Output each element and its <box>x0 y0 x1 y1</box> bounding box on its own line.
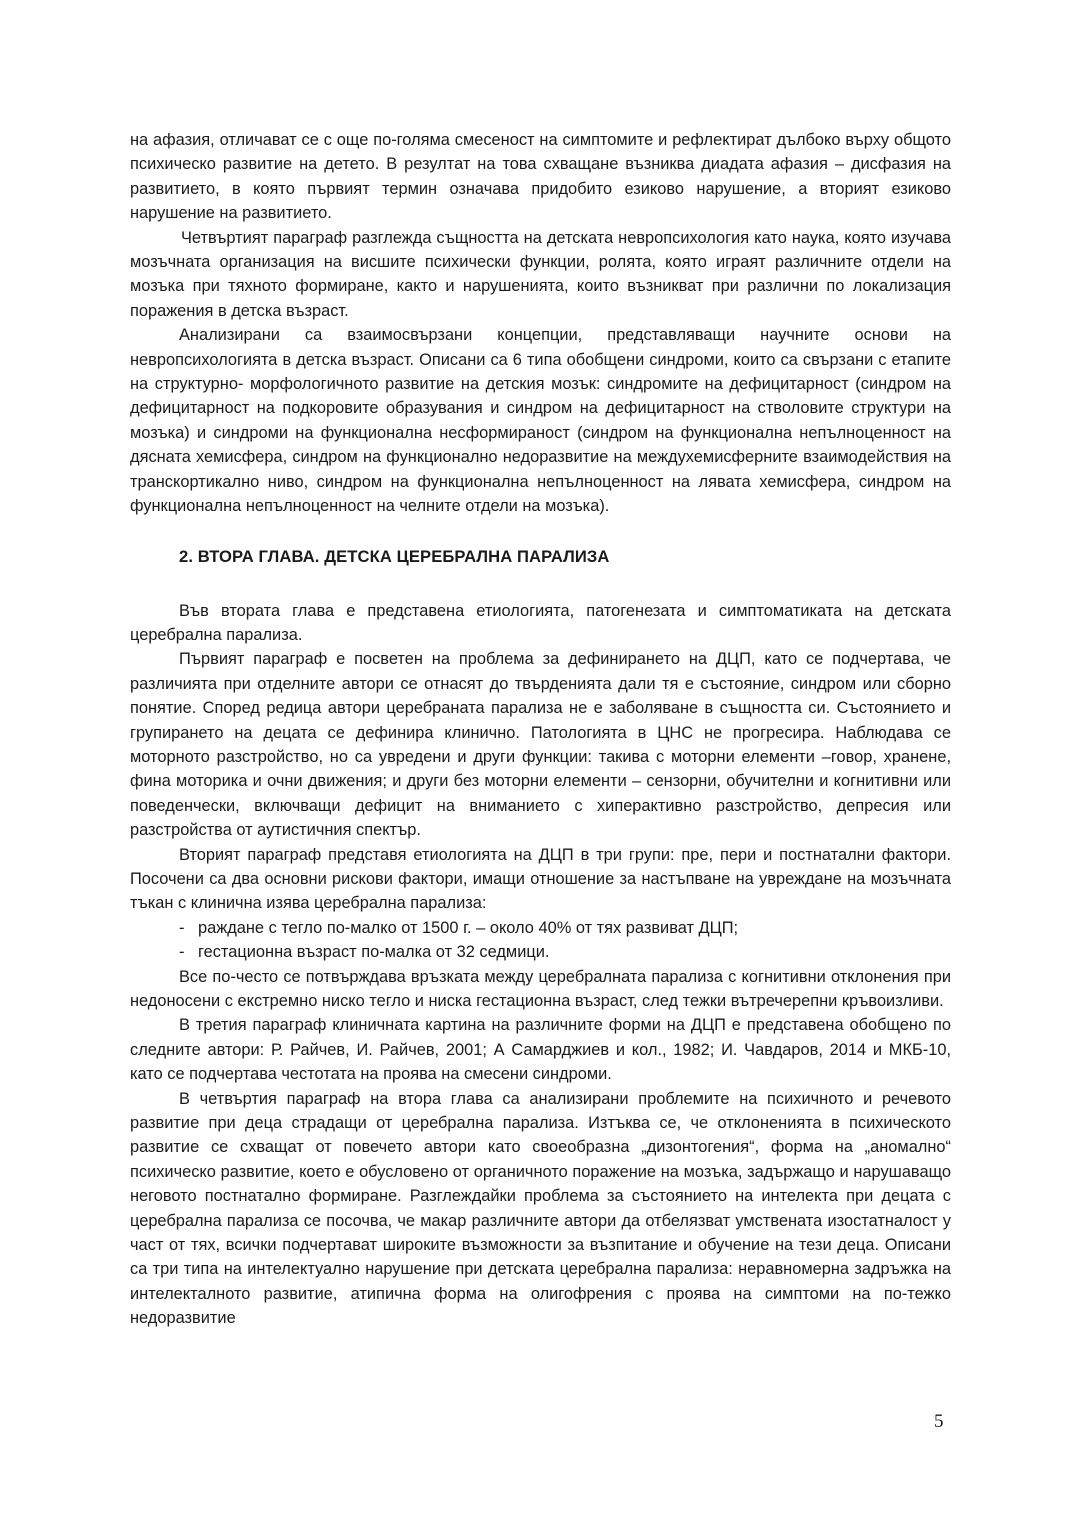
list-item-text: гестационна възраст по-малка от 32 седмици. <box>198 943 550 962</box>
page-number: 5 <box>934 1411 944 1432</box>
list-item <box>130 916 951 940</box>
paragraph-cognitive: Все по-често се потвърждава връзката между церебралната парализа с когнитивни отклонения при недоносени с екстремно ниско тегло и ниска гестационна възраст, след тежки вътречерепни кръвоизливи. <box>130 967 951 1010</box>
list-dash: - <box>179 943 185 962</box>
paragraph-fourth-chapter-section: В четвъртия параграф на втора глава са анализирани проблемите на психичното и речевото развитие при деца страдащи от церебрална парализа. Изтъква се, че отклоненията в психическото развитие се схващат от повечето автори като своеобразна „дизонтогения“, форма на „аномално“ психическо развитие, което е обусловено от органичното поражение на мозъка, задържащо и нарушаващо неговото постнатално формиране. Разглеждайки проблема за състоянието на интелекта при децата с церебрална парализа се посочва, че макар различните автори да отбелязват умствената изостатналост у част от тях, всички подчертават широките възможности за възпитание и обучение на тези деца. Описани са три типа на интелектуално нарушение при детската церебрална парализа: неравномерна задръжка на интелекталното развитие, атипична форма на олигофрения с проява на симптоми на по-тежко недоразвитие <box>130 1089 951 1328</box>
list-item-text: раждане с тегло по-малко от 1500 г. – около 40% от тях развиват ДЦП; <box>198 918 739 937</box>
paragraph-syndromes: Анализирани са взаимосвързани концепции, представляващи научните основи на невропсихологията в детска възраст. Описани са 6 типа обобщени синдроми, които са свързани с етапите на структурно- морфологичното развитие на детския мозък: синдромите на дефицитарност (синдром на дефицитарност на подкоровите образувания и синдром на дефицитарност на стволовите структури на мозъка) и синдроми на функционална несформираност (синдром на функционална непълноценност на дясната хемисфера, синдром на функционално недоразвитие на междухемисферните взаимодействия на транскортикално ниво, синдром на функционална непълноценност на лявата хемисфера, синдром на функционална непълноценност на челните отдели на мозъка). <box>130 326 951 516</box>
paragraph-third-section: В третия параграф клиничната картина на различните форми на ДЦП е представена обобщено по следните автори: Р. Райчев, И. Райчев, 2001; А Самарджиев и кол., 1982; И. Чавдаров, 2014 и МКБ-10, като се подчертава честотата на проява на смесени синдроми. <box>130 1016 951 1084</box>
paragraph-first-section: Първият параграф е посветен на проблема за дефинирането на ДЦП, като се подчертава, че различията при отделните автори се отнасят до твърденията дали тя е състояние, синдром или сборно понятие. Според редица автори церебраната парализа не е заболяване в същността си. Състоянието и групирането на децата се дефинира клинично. Патологията в ЦНС не прогресира. Наблюдава се моторното разстройство, но са увредени и други функции: такива с моторни елементи –говор, хранене, фина моторика и очни движения; и други без моторни елементи – сензорни, обучителни и когнитивни или поведенчески, включващи дефицит на вниманието с хиперактивно разстройство, депресия или разстройства от аутистичния спектър. <box>130 650 951 840</box>
paragraph-second-section: Вторият параграф представя етиологията на ДЦП в три групи: пре, пери и постнатални фактори. Посочени са два основни рискови фактори, имащи отношение за настъпване на увреждане на мозъчната тъкан с клинична изява церебрална парализа: <box>130 845 951 913</box>
paragraph-aphasia: на афазия, отличават се с още по-голяма смесеност на симптомите и рефлектират дълбоко върху общото психическо развитие на детето. В резултат на това схващане възниква диадата афазия – дисфазия на развитието, в която първият термин означава придобито езиково нарушение, а вторият езиково нарушение на развитието. <box>130 131 951 223</box>
document-page <box>130 128 951 1331</box>
paragraph-chapter-intro: Във втората глава е представена етиологията, патогенезата и симптоматиката на детската церебрална парализа. <box>130 601 951 644</box>
paragraph-fourth-section: Четвъртият параграф разглежда същността на детската невропсихология като наука, която изучава мозъчната организация на висшите психически функции, ролята, която играят различните отдели на мозъка при тяхното формиране, както и нарушенията, които възникват при различни по локализация поражения в детска възраст. <box>130 228 951 320</box>
list-item <box>130 940 951 964</box>
list-dash: - <box>179 918 185 937</box>
chapter-heading: 2. ВТОРА ГЛАВА. ДЕТСКА ЦЕРЕБРАЛНА ПАРАЛИЗА <box>179 546 610 566</box>
